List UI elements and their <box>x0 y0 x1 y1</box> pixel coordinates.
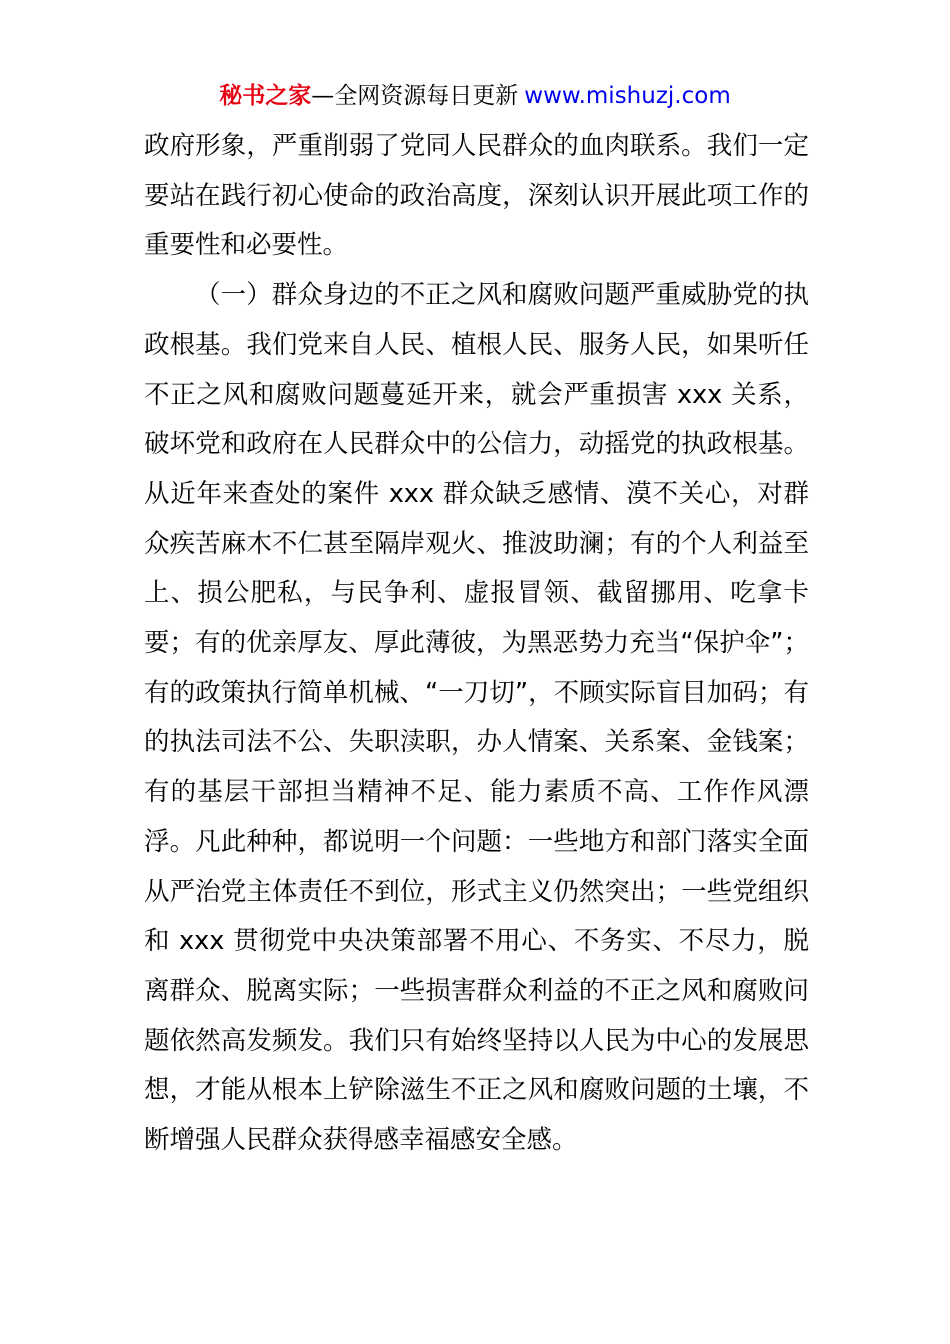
paragraph-continuation: 政府形象，严重削弱了党同人民群众的血肉联系。我们一定要站在践行初心使命的政治高度，深刻认识开展此项工作的重要性和必要性。 <box>144 131 809 261</box>
header-tagline: —全网资源每日更新 <box>311 83 519 109</box>
brand-name: 秘书之家 <box>219 83 312 109</box>
paragraph-section-1: （一）群众身边的不正之风和腐败问题严重威胁党的执政根基。我们党来自人民、植根人民、服务人民，如果听任不正之风和腐败问题蔓延开来，就会严重损害 xxx 关系，破坏党和政府在人民群众中的公信力，动摇党的执政根基。从近年来查处的案件 xxx 群众缺乏感情、漠不关心，对群众疾苦麻木不仁甚至隔岸观火、推波助澜；有的个人利益至上、损公肥私，与民争利、虚报冒领、截留挪用、吃拿卡要；有的优亲厚友、厚此薄彼，为黑恶势力充当“保护伞”；有的政策执行简单机械、“一刀切”，不顾实际盲目加码；有的执法司法不公、失职渎职，办人情案、关系案、金钱案；有的基层干部担当精神不足、能力素质不高、工作作风漂浮。凡此种种，都说明一个问题：一些地方和部门落实全面从严治党主体责任不到位，形式主义仍然突出；一些党组织和 xxx 贯彻党中央决策部署不用心、不务实、不尽力，脱离群众、脱离实际；一些损害群众利益的不正之风和腐败问题依然高发频发。我们只有始终坚持以人民为中心的发展思想，才能从根本上铲除滋生不正之风和腐败问题的土壤，不断增强人民群众获得感幸福感安全感。 <box>144 280 809 1156</box>
site-link[interactable]: www.mishuzj.com <box>524 83 731 109</box>
document-body <box>144 122 809 1166</box>
page-header <box>0 78 950 114</box>
